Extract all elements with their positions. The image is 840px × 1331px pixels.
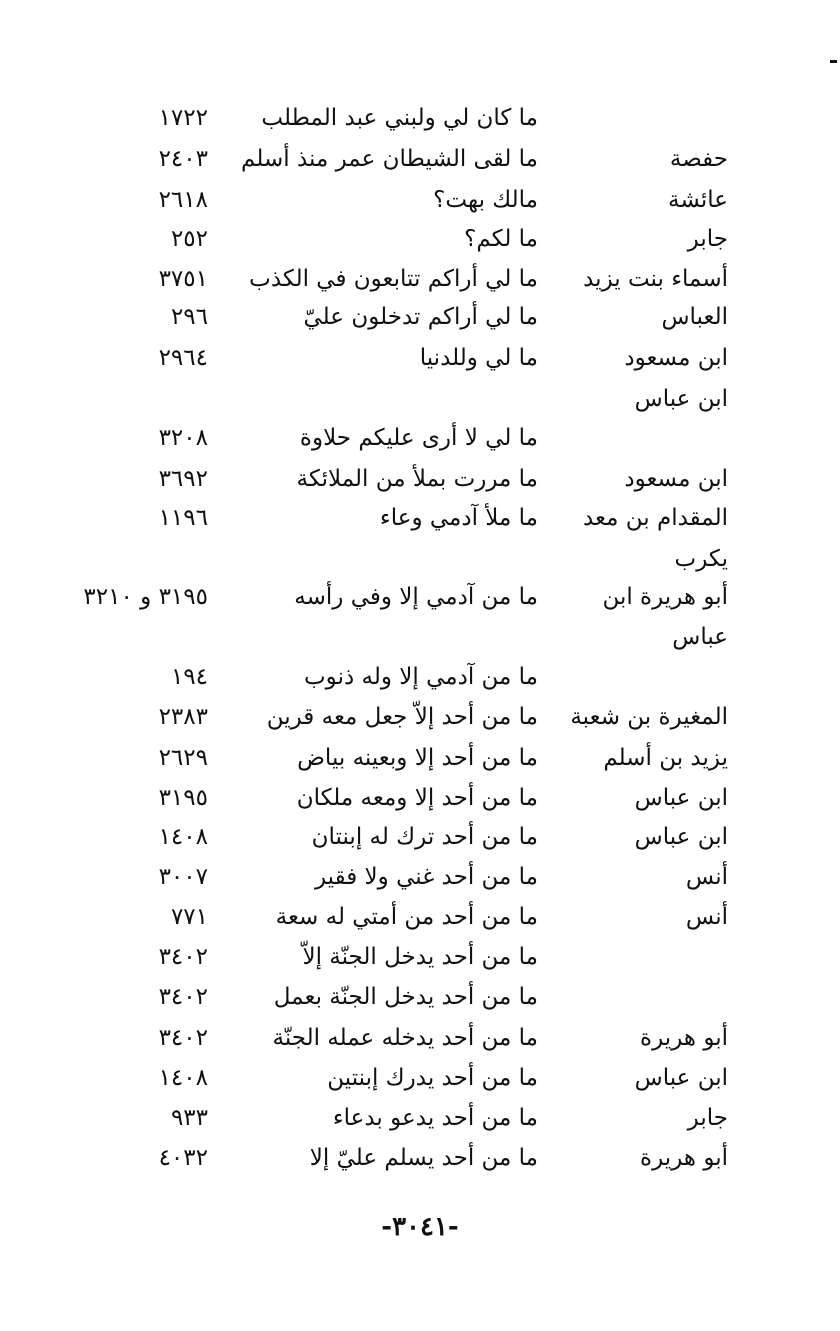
index-row <box>0 1018 840 1058</box>
narrator-name: ابن عباس <box>634 824 728 850</box>
index-row <box>0 139 840 179</box>
hadith-incipit: ما من أحد ترك له إبنتان <box>311 824 538 850</box>
index-row <box>0 1138 840 1178</box>
index-row <box>0 897 840 937</box>
hadith-incipit: ما لي وللدنيا <box>419 345 538 371</box>
narrator-name: أبو هريرة <box>640 1025 728 1051</box>
index-row <box>0 937 840 977</box>
hadith-number: ٢٤٠٣ <box>158 146 208 172</box>
narrator-name: أسماء بنت يزيد <box>583 266 728 292</box>
hadith-incipit: ما من أحد من أمتي له سعة <box>275 904 538 930</box>
index-row <box>0 180 840 220</box>
index-row <box>0 418 840 458</box>
narrator-name: ابن عباس <box>634 785 728 811</box>
hadith-incipit: ما من أحد يسلم عليّ إلا <box>309 1145 538 1171</box>
narrator-name: أبو هريرة ابن <box>602 584 728 610</box>
index-row <box>0 498 840 538</box>
hadith-number: ٣١٩٥ و ٣٢١٠ <box>83 584 208 610</box>
hadith-number: ٣٤٠٢ <box>158 984 208 1010</box>
hadith-incipit: ما من أحد يدخل الجنّة إلاّ <box>302 944 538 970</box>
hadith-number: ٣٤٠٢ <box>158 944 208 970</box>
hadith-number: ٢٦٢٩ <box>158 745 208 771</box>
index-row <box>0 577 840 617</box>
index-row <box>0 817 840 857</box>
narrator-name: حفصة <box>669 146 728 172</box>
hadith-incipit: ما من أحد يدخل الجنّة بعمل <box>273 984 538 1010</box>
hadith-incipit: ما من أحد غني ولا فقير <box>314 864 538 890</box>
hadith-number: ١٤٠٨ <box>158 824 208 850</box>
hadith-number: ٣٢٠٨ <box>158 425 208 451</box>
index-row <box>0 1098 840 1138</box>
index-row <box>0 379 840 419</box>
narrator-name: ابن مسعود <box>624 466 728 492</box>
index-row <box>0 297 840 337</box>
page-number: -٣٠٤١- <box>381 1212 459 1242</box>
narrator-name: المقدام بن معد <box>582 505 728 531</box>
index-row <box>0 1058 840 1098</box>
hadith-incipit: ما من أحد يدخله عمله الجنّة <box>272 1025 538 1051</box>
narrator-name: ابن مسعود <box>624 345 728 371</box>
hadith-number: ٢٥٢ <box>170 226 208 252</box>
hadith-incipit: ما مررت بملأ من الملائكة <box>296 466 538 492</box>
hadith-incipit: ما ملأ آدمي وعاء <box>379 505 538 531</box>
narrator-name: ابن عباس <box>634 386 728 412</box>
hadith-incipit: ما من أحد يدعو بدعاء <box>332 1105 538 1131</box>
index-row <box>0 657 840 697</box>
hadith-number: ١٩٤ <box>170 664 208 690</box>
hadith-number: ١٤٠٨ <box>158 1065 208 1091</box>
narrator-name: عباس <box>672 624 728 650</box>
hadith-incipit: ما لقى الشيطان عمر منذ أسلم <box>241 146 538 172</box>
narrator-name: جابر <box>687 1105 728 1131</box>
narrator-name: أبو هريرة <box>640 1145 728 1171</box>
hadith-number: ١٧٢٢ <box>158 105 208 131</box>
hadith-number: ٤٠٣٢ <box>158 1145 208 1171</box>
index-row <box>0 738 840 778</box>
hadith-incipit: ما كان لي ولبني عبد المطلب <box>261 105 538 131</box>
hadith-number: ٣٦٩٢ <box>158 466 208 492</box>
index-row <box>0 459 840 499</box>
index-row <box>0 697 840 737</box>
hadith-incipit: ما من أحد إلاّ جعل معه قرين <box>266 704 538 730</box>
hadith-incipit: ما من آدمي إلا وفي رأسه <box>294 584 538 610</box>
narrator-name: ابن عباس <box>634 1065 728 1091</box>
index-row <box>0 219 840 259</box>
hadith-incipit: ما لكم؟ <box>464 226 538 252</box>
hadith-number: ٣٠٠٧ <box>158 864 208 890</box>
hadith-number: ٩٣٣ <box>170 1105 208 1131</box>
hadith-incipit: ما من أحد يدرك إبنتين <box>327 1065 538 1091</box>
narrator-name: جابر <box>687 226 728 252</box>
hadith-number: ٢٣٨٣ <box>158 704 208 730</box>
index-row <box>0 539 840 579</box>
hadith-incipit: ما من آدمي إلا وله ذنوب <box>304 664 538 690</box>
hadith-incipit: مالك بهت؟ <box>433 187 538 213</box>
hadith-number: ٣٧٥١ <box>158 266 208 292</box>
hadith-incipit: ما لي أراكم تدخلون عليّ <box>303 304 538 330</box>
narrator-name: العباس <box>661 304 728 330</box>
hadith-number: ٢٩٦٤ <box>158 345 208 371</box>
hadith-number: ٢٦١٨ <box>158 187 208 213</box>
index-row <box>0 617 840 657</box>
index-row <box>0 259 840 299</box>
narrator-name: عائشة <box>668 187 728 213</box>
narrator-name: أنس <box>685 864 728 890</box>
index-row <box>0 778 840 818</box>
hadith-number: ٧٧١ <box>170 904 208 930</box>
narrator-name: أنس <box>685 904 728 930</box>
hadith-number: ٣١٩٥ <box>158 785 208 811</box>
hadith-incipit: ما لي أراكم تتابعون في الكذب <box>249 266 538 292</box>
hadith-number: ١١٩٦ <box>158 505 208 531</box>
hadith-number: ٣٤٠٢ <box>158 1025 208 1051</box>
index-row <box>0 857 840 897</box>
narrator-name: يزيد بن أسلم <box>603 745 728 771</box>
index-row <box>0 338 840 378</box>
narrator-name: يكرب <box>674 546 728 572</box>
hadith-number: ٢٩٦ <box>170 304 208 330</box>
hadith-incipit: ما من أحد إلا ومعه ملكان <box>296 785 538 811</box>
index-row <box>0 98 840 138</box>
hadith-incipit: ما من أحد إلا وبعينه بياض <box>297 745 538 771</box>
narrator-name: المغيرة بن شعبة <box>570 704 728 730</box>
index-row <box>0 977 840 1017</box>
hadith-incipit: ما لي لا أرى عليكم حلاوة <box>299 425 538 451</box>
